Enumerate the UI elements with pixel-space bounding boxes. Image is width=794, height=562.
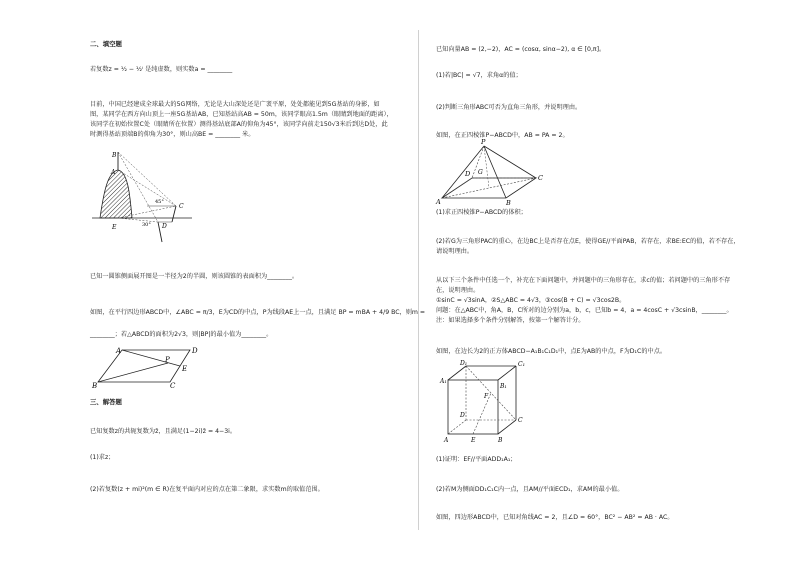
label-f: F [484,393,489,400]
label-b: B [112,152,117,159]
question-4-line-2: ________；若△ABCD的面积为2√3，则|BP|的最小值为________。 [90,331,273,338]
question-7-part-2-line-1: (2)若G为三角形PAC的重心，在边BC上是否存在点E，使得GE//平面PAB，若存在，求BE:EC的值，若不存在， [436,238,740,245]
question-2-line-3: 该同学在初始位置C处（眼睛所在位置）测得基站底部A的仰角为45°，该同学向前走150√3米后到达D处，此 [90,121,388,128]
question-2-line-2: 图，某同学在西方向山顶上一座5G基站AB，已知基站高AB = 50m，该同学眼高1.5m（眼睛到地面的距离）， [90,111,393,118]
mountain-shape [100,170,132,218]
label-b: B [498,437,503,444]
label-a1: A₁ [440,378,447,385]
edge-b1c1 [498,366,516,380]
label-c: C [179,203,184,210]
column-divider [418,30,419,530]
question-5-part-1: (1)求z； [90,454,115,461]
label-e: E [112,224,117,231]
question-10: 如图，四边形ABCD中，已知对角线AC = 2，且∠D = 60°，BC² − AB² = AB · AC。 [436,514,674,521]
question-9: 如图，在边长为2的正方体ABCD−A₁B₁C₁D₁中，点E为AB的中点，F为D₁C的中点。 [436,348,667,355]
label-p: P [165,356,170,364]
edge-pc [484,146,536,178]
edge-bc [498,420,516,434]
segment-ae [122,350,180,366]
label-a: A [111,169,116,176]
question-1: 若复数z = ¹⁄₂ − ¹⁄₂ⁱ 是纯虚数，则实数a = ________ [90,66,233,73]
section-fill-heading: 二、填空题 [90,40,122,48]
base-line-ed [118,218,158,222]
question-7-part-1: (1)求正四棱锥P−ABCD的体积； [436,209,527,216]
question-8-line-5: 注：如果选择多个条件分别解答，按第一个解答计分。 [436,317,585,324]
section-solve-heading: 三、解答题 [90,398,122,406]
question-6-part-1: (1)若|BC| = √7，求角α的值； [436,72,522,79]
label-d: D [162,223,167,230]
question-2-line-4: 时测得基站顶端B的仰角为30°，则山高BE = ________ 米。 [90,131,255,138]
question-6-part-2: (2)判断三角形ABC可否为直角三角形，并说明理由。 [436,104,582,111]
label-e: E [182,365,188,373]
cube-front-face [448,380,498,434]
question-9-part-1: (1)证明：EF//平面ADD₁A₁； [436,456,517,463]
question-9-part-2: (2)若M为侧面DD₁C₁C内一点，且AM//平面ECD₁，求AM的最小值。 [436,486,624,493]
edge-ad [448,420,466,434]
question-3: 已知一圆锥侧面展开图是一半径为2的半圆，则该圆锥的表面积为________。 [90,273,299,280]
label-c1: C₁ [518,361,525,368]
question-4-line-1: 如图，在平行四边形ABCD中，∠ABC = π/3，E为CD的中点，P为线段AE上一点，且满足 BP = mBA + 4/9 BC，则m = [90,309,426,316]
label-b1: B₁ [500,383,507,390]
label-a: A [116,347,122,355]
angle-45: 45° [155,199,164,205]
label-b: B [92,382,98,390]
label-p: P [481,138,486,146]
cube-figure [440,360,530,446]
edge-a1d1 [448,366,466,380]
question-7-part-2-line-2: 请说明理由。 [436,248,474,255]
label-c: C [518,417,523,424]
segment-bp [98,363,168,382]
question-5-part-2: (2)若复数(z + mi)²(m ∈ R)在复平面内对应的点在第二象限，求实数m的取值范围。 [90,486,324,493]
segment-ef [473,393,491,434]
question-8-line-4: 问题：在△ABC中，角A，B，C所对的边分别为a，b，c，已知b = 4，a = 4cosC + √3csinB，________。 [436,307,733,314]
question-5: 已知复数z的共轭复数为z̄，且满足(1−2i)z̄ = 4−3i。 [90,428,237,435]
parallelogram-abcd [98,350,190,382]
angle-30: 30° [142,222,151,228]
pyramid-figure [434,140,544,206]
label-d: D [460,412,465,419]
label-d1: D₁ [460,360,468,367]
label-g: G [478,169,483,176]
question-2-line-1: 目前，中国已经建成全球最大的5G网络，无论是大山深处还是广袤平原，处处都能见到5G基站的身影，如 [90,101,380,108]
label-c: C [538,174,543,182]
label-e: E [471,437,476,444]
parallelogram-figure [90,344,200,390]
label-a: A [436,198,441,206]
mountain-figure [92,150,202,250]
question-6: 已知向量AB = (2,−2)，AC = (cosα, sinα−2), α ∈ [0,π]。 [436,46,606,53]
label-d: D [192,347,198,355]
question-8-line-3: ①sinC = √3sinA，②S△ABC = 4√3，③cos(B + C) = √3cos2B。 [436,297,626,304]
label-d: D [465,170,471,178]
question-8-line-1: 从以下三个条件中任选一个，补充在下面问题中，并问题中的三角形存在，求c的值；若问题中的三角形不存 [436,277,731,284]
label-b: B [506,199,511,207]
label-a: A [444,437,449,444]
label-c: C [170,382,176,390]
person-c-line [172,206,176,222]
question-7: 如图，在正四棱锥P−ABCD中，AB = PA = 2。 [436,132,569,139]
question-8-line-2: 在，说明理由。 [436,287,480,294]
